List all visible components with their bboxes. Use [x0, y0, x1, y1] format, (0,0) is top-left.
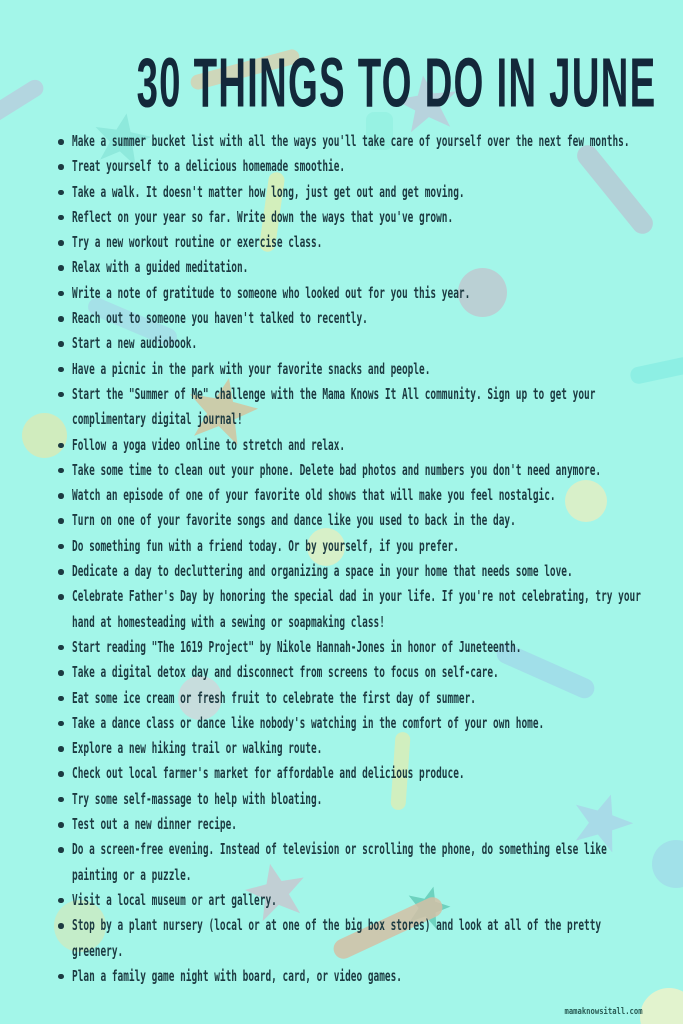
list-item: [55, 660, 683, 685]
list-item-text: [72, 787, 683, 812]
list-item: [55, 357, 683, 382]
todo-list: [55, 129, 683, 989]
list-item-line: Take some time to clean out your phone. Delete bad photos and numbers you don't need anymore.: [72, 460, 602, 479]
bullet-icon: [58, 291, 64, 297]
list-item-line: Explore a new hiking trail or walking route.: [72, 739, 323, 758]
bullet-icon: [58, 594, 64, 600]
list-item-line: Check out local farmer's market for affordable and delicious produce.: [72, 764, 465, 783]
list-item: [55, 458, 683, 483]
list-item-line: Do a screen-free evening. Instead of television or scrolling the phone, do something else like: [72, 840, 607, 859]
list-item: [55, 635, 683, 660]
list-item-line: Start the "Summer of Me" challenge with the Mama Knows It All community. Sign up to get your: [72, 384, 596, 403]
list-item-line: Follow a yoga video online to stretch and relax.: [72, 435, 346, 454]
bullet-icon: [58, 898, 64, 904]
list-item: [55, 837, 683, 888]
bullet-icon: [58, 544, 64, 550]
bullet-icon: [58, 240, 64, 246]
list-item-line: Stop by a plant nursery (local or at one of the big box stores) and look at all of the pretty: [72, 916, 602, 935]
list-item-line: Dedicate a day to decluttering and organizing a space in your home that needs some love.: [72, 562, 573, 581]
list-item: [55, 736, 683, 761]
list-item-line: Plan a family game night with board, card, or video games.: [72, 966, 402, 985]
list-item-line: complimentary digital journal!: [72, 410, 243, 429]
watermark-text: mamaknowsitall.com: [564, 1007, 643, 1017]
list-item-line: Try some self-massage to help with bloating.: [72, 789, 323, 808]
list-item-text: [72, 255, 683, 280]
bullet-icon: [58, 392, 64, 398]
list-item-text: [72, 837, 683, 888]
list-item-line: painting or a puzzle.: [72, 865, 192, 884]
list-item-text: [72, 230, 683, 255]
bullet-icon: [58, 518, 64, 524]
list-item: [55, 711, 683, 736]
list-item: [55, 584, 683, 635]
list-item-text: [72, 180, 683, 205]
list-item-line: Test out a new dinner recipe.: [72, 815, 238, 834]
list-item: [55, 812, 683, 837]
list-item-text: [72, 306, 683, 331]
bullet-icon: [58, 974, 64, 980]
bullet-icon: [58, 746, 64, 752]
bullet-icon: [58, 164, 64, 170]
list-item: [55, 433, 683, 458]
bullet-icon: [58, 847, 64, 853]
list-item: [55, 230, 683, 255]
list-item-text: [72, 154, 683, 179]
list-item-line: Celebrate Father's Day by honoring the special dad in your life. If you're not celebrating, try your: [72, 587, 641, 606]
list-item-text: [72, 382, 683, 433]
list-item-line: Relax with a guided meditation.: [72, 258, 249, 277]
bullet-icon: [58, 367, 64, 373]
bullet-icon: [58, 316, 64, 322]
list-item: [55, 205, 683, 230]
circle-decoration-watermark: [640, 988, 683, 1024]
list-item-text: [72, 584, 683, 635]
list-item-line: greenery.: [72, 941, 124, 960]
list-item-line: Have a picnic in the park with your favorite snacks and people.: [72, 359, 431, 378]
list-item: [55, 129, 683, 154]
bullet-icon: [58, 468, 64, 474]
list-item-text: [72, 964, 683, 989]
bullet-icon: [58, 569, 64, 575]
list-item-text: [72, 205, 683, 230]
list-item-line: Turn on one of your favorite songs and dance like you used to back in the day.: [72, 511, 516, 530]
list-item-text: [72, 281, 683, 306]
list-item-line: Make a summer bucket list with all the ways you'll take care of yourself over the next few months.: [72, 132, 630, 150]
list-item: [55, 508, 683, 533]
list-item: [55, 483, 683, 508]
list-item: [55, 787, 683, 812]
list-item-line: Eat some ice cream or fresh fruit to celebrate the first day of summer.: [72, 688, 476, 707]
list-item-text: [72, 433, 683, 458]
list-item-text: [72, 761, 683, 786]
bullet-icon: [58, 215, 64, 221]
list-item-line: Start a new audiobook.: [72, 334, 198, 353]
list-item-text: [72, 888, 683, 913]
bullet-icon: [58, 923, 64, 929]
bullet-icon: [58, 265, 64, 271]
list-item: [55, 180, 683, 205]
list-item-line: Try a new workout routine or exercise class.: [72, 233, 323, 252]
bullet-icon: [58, 670, 64, 676]
list-item: [55, 964, 683, 989]
bullet-icon: [58, 696, 64, 702]
list-item-line: Reflect on your year so far. Write down the ways that you've grown.: [72, 207, 454, 226]
list-item-text: [72, 711, 683, 736]
bullet-icon: [58, 797, 64, 803]
list-item-text: [72, 357, 683, 382]
list-item-line: Visit a local museum or art gallery.: [72, 890, 277, 909]
list-item-text: [72, 812, 683, 837]
list-item-text: [72, 483, 683, 508]
list-item-line: Treat yourself to a delicious homemade smoothie.: [72, 157, 346, 176]
list-item: [55, 761, 683, 786]
list-item: [55, 255, 683, 280]
bullet-icon: [58, 645, 64, 651]
list-item-text: [72, 635, 683, 660]
bullet-icon: [58, 139, 64, 145]
list-item-text: [72, 129, 683, 154]
list-item-line: hand at homesteading with a sewing or soapmaking class!: [72, 612, 385, 631]
list-item-line: Start reading "The 1619 Project" by Nikole Hannah-Jones in honor of Juneteenth.: [72, 637, 522, 656]
list-item: [55, 281, 683, 306]
bullet-icon: [58, 190, 64, 196]
list-item: [55, 331, 683, 356]
list-item: [55, 686, 683, 711]
list-item-text: [72, 559, 683, 584]
bullet-icon: [58, 341, 64, 347]
list-item-text: [72, 660, 683, 685]
list-item: [55, 306, 683, 331]
list-item: [55, 534, 683, 559]
page-title: 30 THINGS TO DO IN JUNE: [136, 43, 657, 122]
bullet-icon: [58, 721, 64, 727]
list-item-text: [72, 913, 683, 964]
list-item-line: Do something fun with a friend today. Or by yourself, if you prefer.: [72, 536, 459, 555]
list-item-text: [72, 686, 683, 711]
stick-decoration-top-left: [0, 77, 47, 133]
list-item-line: Take a walk. It doesn't matter how long, just get out and get moving.: [72, 182, 465, 201]
list-item: [55, 559, 683, 584]
bullet-icon: [58, 771, 64, 777]
list-item-line: Take a digital detox day and disconnect from screens to focus on self-care.: [72, 663, 499, 682]
bullet-icon: [58, 443, 64, 449]
list-item-line: Reach out to someone you haven't talked to recently.: [72, 309, 368, 328]
list-item-text: [72, 458, 683, 483]
list-item: [55, 888, 683, 913]
list-item-line: Write a note of gratitude to someone who looked out for you this year.: [72, 283, 471, 302]
list-item: [55, 913, 683, 964]
list-item-text: [72, 736, 683, 761]
list-item-line: Watch an episode of one of your favorite old shows that will make you feel nostalgic.: [72, 486, 556, 505]
list-item: [55, 154, 683, 179]
bullet-icon: [58, 822, 64, 828]
list-item-text: [72, 331, 683, 356]
list-item: [55, 382, 683, 433]
list-item-text: [72, 534, 683, 559]
list-item-line: Take a dance class or dance like nobody's watching in the comfort of your own home.: [72, 713, 545, 732]
list-item-text: [72, 508, 683, 533]
bullet-icon: [58, 493, 64, 499]
